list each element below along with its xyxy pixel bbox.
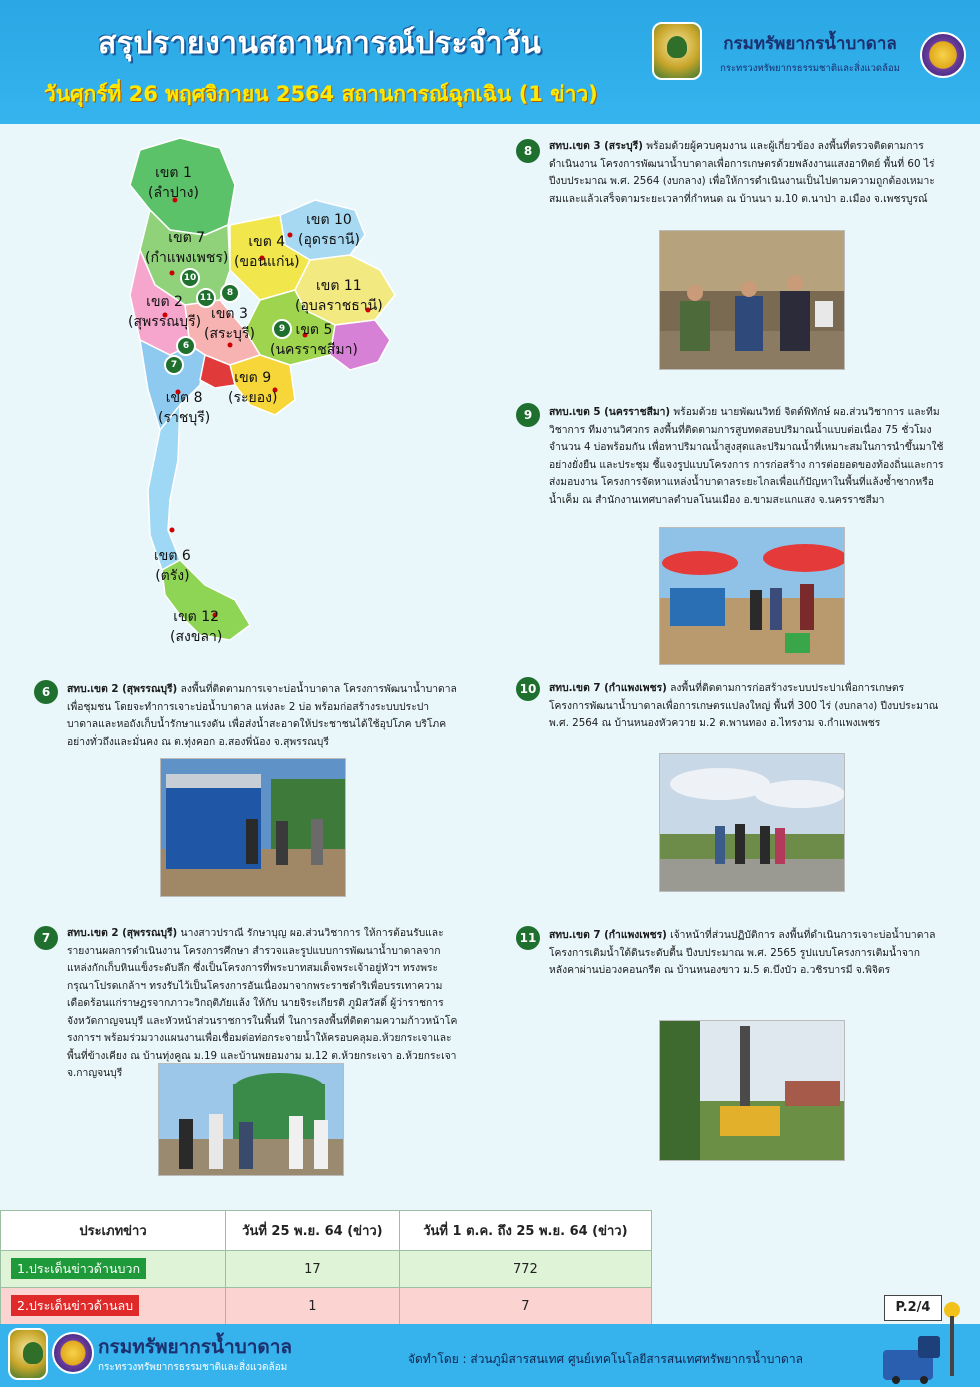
news-stats-table <box>0 1210 652 1325</box>
zone-label-11: เขต 11 (อุบลราชธานี) <box>295 278 383 314</box>
column-header-type: ประเภทข่าว <box>1 1211 226 1251</box>
row-day-positive: 17 <box>226 1251 400 1288</box>
zone-label-7: เขต 7 (กำแพงเพชร) <box>145 230 229 266</box>
column-header-total: วันที่ 1 ต.ค. ถึง 25 พ.ย. 64 (ข่าว) <box>399 1211 651 1251</box>
news-text-8 <box>549 138 944 208</box>
footer-credit: จัดทำโดย : ส่วนภูมิสารสนเทศ ศูนย์เทคโนโลยีสารสนเทศทรัพยากรน้ำบาดาล <box>408 1352 803 1366</box>
news-text-6 <box>67 681 459 751</box>
thailand-zone-map <box>110 130 410 660</box>
column-header-day: วันที่ 25 พ.ย. 64 (ข่าว) <box>226 1211 400 1251</box>
footer-org-name: กรมทรัพยากรน้ำบาดาล <box>98 1336 293 1358</box>
map-badge-7: 7 <box>164 355 184 375</box>
news-body-7: นางสาวปราณี รักษาบุญ ผอ.ส่วนวิชาการ ให้การต้อนรับและรายงานผลการดำเนินงาน โครงการศึกษา สำรวจและรูปแบบการพัฒนาน้ำบาดาลจากแหล่งกักเก็บหินแข็งระดับลึก ซึ่งเป็นโครงการที่พระบาทสมเด็จพระเจ้าอยู่หัวฯ ทรงพระกรุณาโปรดเกล้าฯ ทรงรับไว้เป็นโครงการอันเนื่องมาจากพระราชดำริเพื่อบรรเทาความเดือดร้อนแก่ราษฎรจากภาวะวิกฤติภัยแล้ง ให้กับ นายจิระเกียรติ ภูมิสวัสดิ์ ผู้ว่าราชการจังหวัดกาญจนบุรี และหัวหน้าส่วนราชการในพื้นที่ ในการลงพื้นที่ติดตามความก้าวหน้าโครงการฯ พร้อมร่วมวางแผนงานเพื่อเชื่อมต่อท่อกระจายน้ำให้ครอบคลุมอ.ห้วยกระเจาและพื้นที่ข้างเคียง ณ บ้านทุ่งคูณ ม.19 และบ้านพยอมงาม ม.12 ต.ห้วยกระเจา อ.ห้วยกระเจา จ.กาญจนบุรี <box>67 927 458 1079</box>
org-name: กรมทรัพยากรน้ำบาดาล <box>723 34 897 54</box>
news-text-10 <box>549 680 944 733</box>
footer-seal-icon <box>52 1332 94 1374</box>
news-number-8: 8 <box>516 139 540 163</box>
footer-org-ministry: กระทรวงทรัพยากรธรรมชาติและสิ่งแวดล้อม <box>98 1362 288 1373</box>
news-number-7: 7 <box>34 926 58 950</box>
news-head-7: สทบ.เขต 2 (สุพรรณบุรี) <box>67 927 178 939</box>
news-text-11 <box>549 927 944 980</box>
news-head-10: สทบ.เขต 7 (กำแพงเพชร) <box>549 682 667 694</box>
news-number-11: 11 <box>516 926 540 950</box>
org-ministry: กระทรวงทรัพยากรธรรมชาติและสิ่งแวดล้อม <box>720 63 900 74</box>
zone-label-12: เขต 12 (สงขลา) <box>170 609 223 645</box>
ministry-seal-icon <box>920 32 966 78</box>
news-head-9: สทบ.เขต 5 (นครราชสีมา) <box>549 406 671 418</box>
news-text-9 <box>549 404 944 509</box>
row-label-negative: 2.ประเด็นข่าวด้านลบ <box>1 1288 226 1325</box>
zone-label-2: เขต 2 (สุพรรณบุรี) <box>128 294 202 330</box>
zone-label-6: เขต 6 (ตรัง) <box>154 548 191 584</box>
footer-emblem-icon <box>8 1328 48 1380</box>
row-total-negative: 7 <box>399 1288 651 1325</box>
news-body-9: พร้อมด้วย นายพัฒนวิทย์ จิตต์พิทักษ์ ผอ.ส่วนวิชาการ และทีมวิชาการ ทีมงานวิศวกร ลงพื้นที่ติดตามการสูบทดสอบปริมาณน้ำแบบต่อเนื่อง 75 ชั่วโมง จำนวน 4 บ่อพร้อมกัน เพื่อหาปริมาณน้ำสูงสุดและปริมาณน้ำที่เหมาะสมในการนำขึ้นมาใช้อย่างยั่งยืน และประชุม ชี้แจงรูปแบบโครงการ การก่อสร้าง การต่อยอดของท้องถิ่นและการส่งมอบงาน โครงการจัดหาแหล่งน้ำบาดาลระยะไกลเพื่อแก้ปัญหาในพื้นที่แล้งซ้ำซากหรือน้ำเค็ม ณ สำนักงานเทศบาลตำบลโนนเมือง อ.ขามสะแกแสง จ.นครราชสีมา <box>549 406 944 506</box>
news-text-7 <box>67 925 459 1083</box>
map-badge-8: 8 <box>220 283 240 303</box>
news-body-6: ลงพื้นที่ติดตามการเจาะบ่อน้ำบาดาล โครงการพัฒนาน้ำบาดาลเพื่อชุมชน โดยจะทำการเจาะบ่อน้ำบาดาล แห่งละ 2 บ่อ พร้อมก่อสร้างระบบประปาบาดาลและหอถังเก็บน้ำรักษาแรงดัน เพื่อส่งน้ำสะอาดให้ประชาชนได้ใช้อุปโภค บริโภค อย่างทั่วถึงและมั่นคง ณ ต.ทุ่งคอก อ.สองพี่น้อง จ.สุพรรณบุรี <box>67 683 457 748</box>
table-row-negative <box>1 1288 652 1325</box>
page-subtitle: วันศุกร์ที่ 26 พฤศจิกายน 2564 สถานการณ์ฉุกเฉิน (1 ข่าว) <box>44 82 598 106</box>
department-emblem-icon <box>652 22 702 80</box>
page-footer <box>0 1324 980 1387</box>
news-photo-7 <box>158 1063 344 1176</box>
map-badge-9: 9 <box>272 319 292 339</box>
map-badge-6: 6 <box>176 336 196 356</box>
news-photo-11 <box>659 1020 845 1161</box>
news-body-11: เจ้าหน้าที่ส่วนปฏิบัติการ ลงพื้นที่ดำเนินการเจาะบ่อน้ำบาดาล โครงการเติมน้ำใต้ดินระดับตื้น ปีงบประมาณ พ.ศ. 2565 รูปแบบโครงการเติมน้ำจากหลังคาผ่านบ่อวงคอนกรีต ณ บ้านหนองขาว ม.5 ต.บึงบัว อ.วชิรบารมี จ.พิจิตร <box>549 929 936 976</box>
news-head-6: สทบ.เขต 2 (สุพรรณบุรี) <box>67 683 178 695</box>
news-head-11: สทบ.เขต 7 (กำแพงเพชร) <box>549 929 667 941</box>
page-number: P.2/4 <box>884 1295 942 1321</box>
zone-label-1: เขต 1 (ลำปาง) <box>148 165 199 201</box>
table-row-positive <box>1 1251 652 1288</box>
news-photo-6 <box>160 758 346 897</box>
water-pump-icon <box>878 1300 968 1384</box>
news-head-8: สทบ.เขต 3 (สระบุรี) <box>549 140 643 152</box>
table-header-row <box>1 1211 652 1251</box>
news-photo-8 <box>659 230 845 370</box>
news-body-8: พร้อมด้วยผู้ควบคุมงาน และผู้เกี่ยวข้อง ลงพื้นที่ตรวจติดตามการดำเนินงาน โครงการพัฒนาน้ำบาดาลเพื่อการเกษตรด้วยพลังงานแสงอาทิตย์ พื้นที่ 60 ไร่ ปีงบประมาณ พ.ศ. 2564 (งบกลาง) เพื่อให้การดำเนินงานเป็นไปตามความถูกต้องเหมาะสมและแล้วเสร็จตามระยะเวลาที่กำหนด ณ บ้านนา ม.10 ต.นาป่า อ.เมือง จ.เพชรบูรณ์ <box>549 140 935 205</box>
zone-label-5: เขต 5 (นครราชสีมา) <box>270 322 358 358</box>
map-badge-10: 10 <box>180 268 200 288</box>
org-title-block <box>712 30 908 80</box>
map-badge-11: 11 <box>196 288 216 308</box>
zone-label-3: เขต 3 (สระบุรี) <box>204 306 255 342</box>
row-day-negative: 1 <box>226 1288 400 1325</box>
row-label-positive: 1.ประเด็นข่าวด้านบวก <box>1 1251 226 1288</box>
news-photo-9 <box>659 527 845 665</box>
zone-label-8: เขต 8 (ราชบุรี) <box>158 390 211 426</box>
row-total-positive: 772 <box>399 1251 651 1288</box>
news-number-6: 6 <box>34 680 58 704</box>
news-body-10: ลงพื้นที่ติดตามการก่อสร้างระบบประปาเพื่อการเกษตร โครงการพัฒนาน้ำบาดาลเพื่อการเกษตรแปลงใหญ่ พื้นที่ 300 ไร่ (งบกลาง) ปีงบประมาณ พ.ศ. 2564 ณ บ้านหนองหัวควาย ม.2 ต.พานทอง อ.ไทรงาม จ.กำแพงเพชร <box>549 682 939 729</box>
zone-label-4: เขต 4 (ขอนแก่น) <box>234 234 300 270</box>
page-header <box>0 0 980 124</box>
page-title: สรุปรายงานสถานการณ์ประจำวัน <box>98 26 542 61</box>
news-photo-10 <box>659 753 845 892</box>
news-number-10: 10 <box>516 677 540 701</box>
zone-label-10: เขต 10 (อุดรธานี) <box>298 212 360 248</box>
zone-label-9: เขต 9 (ระยอง) <box>228 370 278 406</box>
news-number-9: 9 <box>516 403 540 427</box>
